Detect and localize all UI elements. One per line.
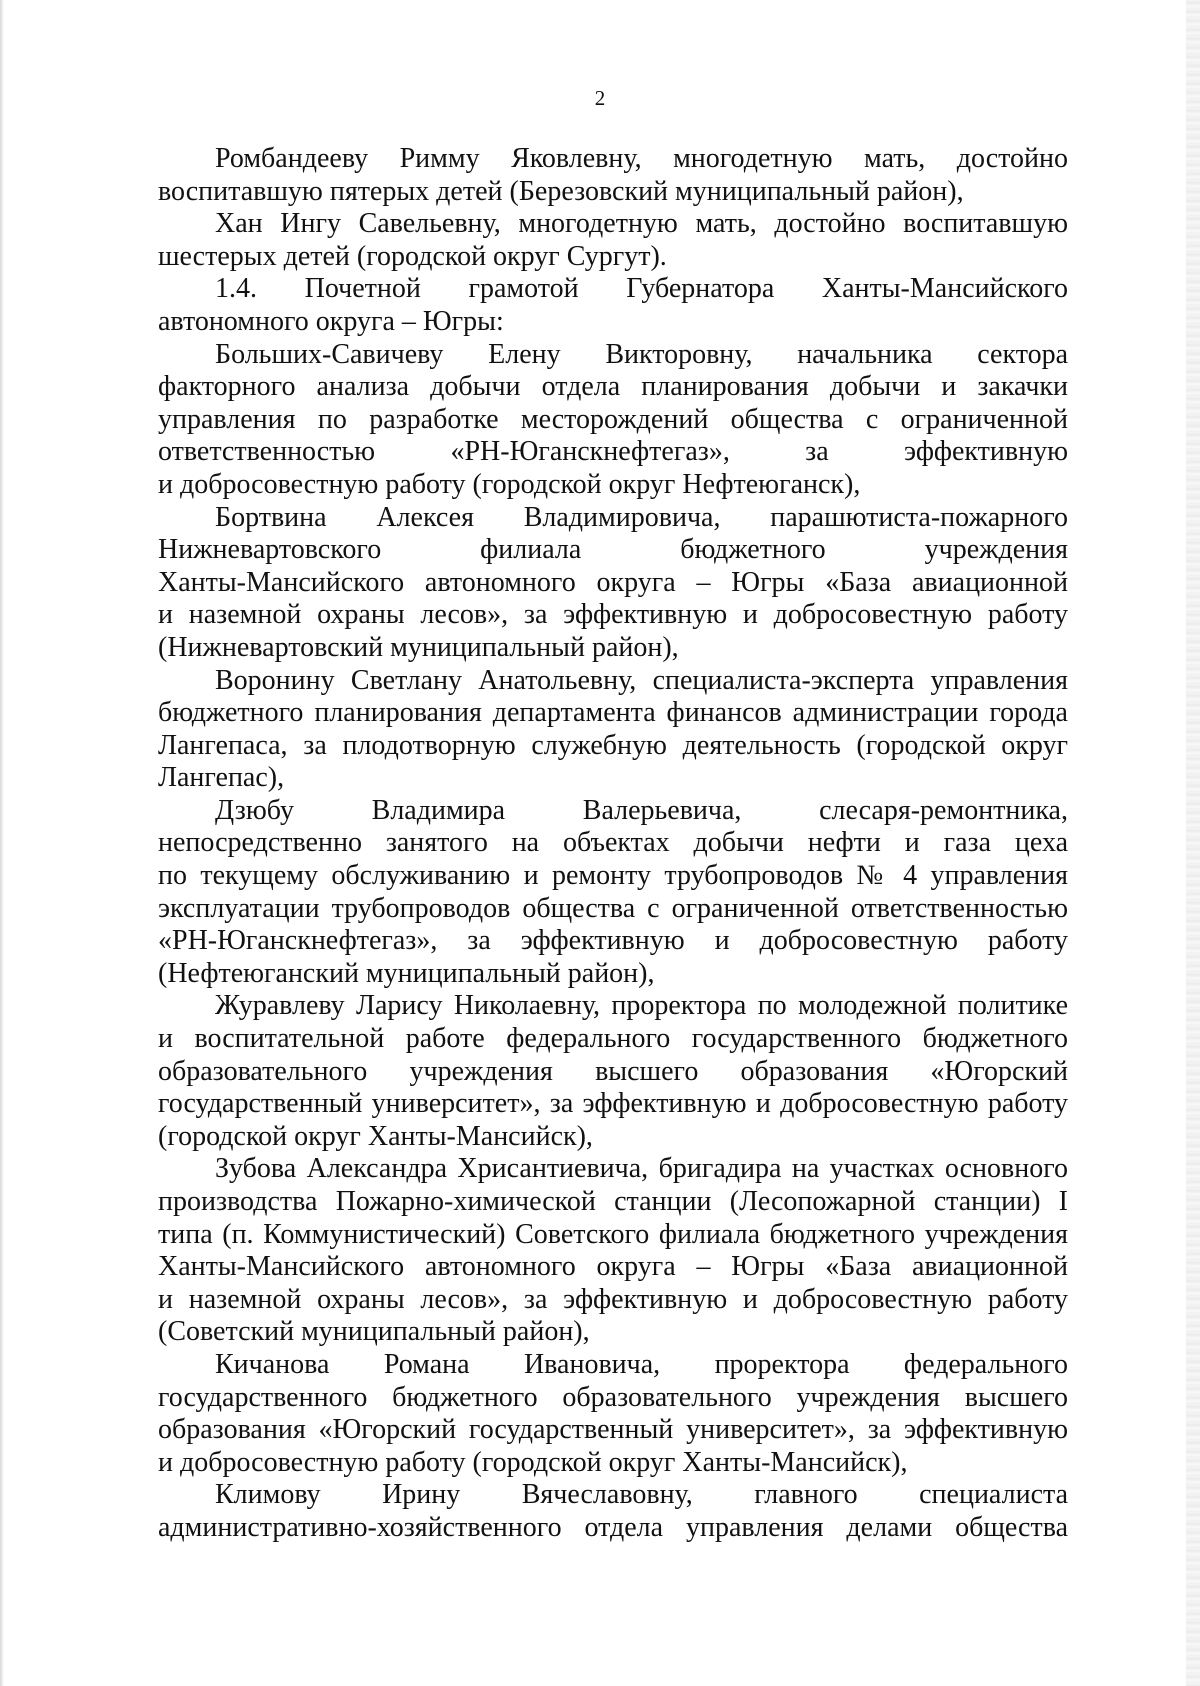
text-line: Лангепас), <box>158 762 285 794</box>
page-number: 2 <box>594 86 606 110</box>
text-line: шестерых детей (городской округ Сургут). <box>158 240 667 272</box>
text-line: образовательного учреждения высшего образования «Югорский <box>158 1055 1068 1087</box>
text-line: и наземной охраны лесов», за эффективную и добросовестную работу <box>158 1283 1068 1315</box>
text-line: Воронину Светлану Анатольевну, специалиста-эксперта управления <box>215 664 1068 696</box>
text-line: Журавлеву Ларису Николаевну, проректора по молодежной политике <box>215 990 1068 1022</box>
text-line: Ханты-Мансийского автономного округа – Югры «База авиационной <box>158 566 1068 598</box>
document-body <box>158 143 1068 1545</box>
text-line: воспитавшую пятерых детей (Березовский муниципальный район), <box>158 175 964 207</box>
text-line: (Нижневартовский муниципальный район), <box>158 631 679 663</box>
text-line: административно-хозяйственного отдела управления делами общества <box>158 1511 1068 1543</box>
scan-edge-left <box>0 0 4 1686</box>
text-line: управления по разработке месторождений общества с ограниченной <box>158 403 1068 435</box>
text-line: факторного анализа добычи отдела планирования добычи и закачки <box>158 371 1068 403</box>
text-line: Лангепаса, за плодотворную служебную деятельность (городской округ <box>158 729 1068 761</box>
text-line: Больших-Савичеву Елену Викторовну, начальника сектора <box>215 338 1068 370</box>
text-line: ответственностью «РН-Юганскнефтегаз», за эффективную <box>158 436 1068 468</box>
text-line: «РН-Юганскнефтегаз», за эффективную и добросовестную работу <box>158 925 1068 957</box>
text-line: Дзюбу Владимира Валерьевича, слесаря-ремонтника, <box>215 794 1068 826</box>
text-line: (Советский муниципальный район), <box>158 1316 590 1348</box>
text-line: Зубова Александра Хрисантиевича, бригадира на участках основного <box>215 1153 1068 1185</box>
text-line: и добросовестную работу (городской округ Нефтеюганск), <box>158 468 861 500</box>
text-line: Ханты-Мансийского автономного округа – Югры «База авиационной <box>158 1251 1068 1283</box>
text-line: (городской округ Ханты-Мансийск), <box>158 1120 593 1152</box>
scan-edge-right <box>1186 0 1200 1686</box>
text-line: Ромбандееву Римму Яковлевну, многодетную мать, достойно <box>215 143 1068 174</box>
text-line: Нижневартовского филиала бюджетного учреждения <box>158 534 1068 566</box>
text-line: непосредственно занятого на объектах добычи нефти и газа цеха <box>158 827 1068 859</box>
text-line: типа (п. Коммунистический) Советского филиала бюджетного учреждения <box>158 1218 1068 1250</box>
text-line: бюджетного планирования департамента финансов администрации города <box>158 697 1068 729</box>
text-line: по текущему обслуживанию и ремонту трубопроводов № 4 управления <box>158 860 1068 892</box>
text-line: (Нефтеюганский муниципальный район), <box>158 957 655 989</box>
text-line: государственный университет», за эффективную и добросовестную работу <box>158 1088 1068 1120</box>
text-line: и воспитательной работе федерального государственного бюджетного <box>158 1023 1068 1055</box>
text-line: 1.4. Почетной грамотой Губернатора Ханты-Мансийского <box>215 273 1068 305</box>
text-line: и наземной охраны лесов», за эффективную и добросовестную работу <box>158 599 1068 631</box>
text-line: образования «Югорский государственный университет», за эффективную <box>158 1414 1068 1446</box>
text-line: государственного бюджетного образовательного учреждения высшего <box>158 1381 1068 1413</box>
text-line: и добросовестную работу (городской округ Ханты-Мансийск), <box>158 1446 908 1478</box>
text-line: Кичанова Романа Ивановича, проректора федерального <box>215 1348 1068 1380</box>
text-line: автономного округа – Югры: <box>158 305 504 337</box>
text-line: Климову Ирину Вячеславовну, главного специалиста <box>215 1479 1068 1511</box>
text-line: эксплуатации трубопроводов общества с ограниченной ответственностью <box>158 892 1068 924</box>
text-line: Бортвина Алексея Владимировича, парашютиста-пожарного <box>215 501 1068 533</box>
text-line: производства Пожарно-химической станции (Лесопожарной станции) I <box>158 1186 1068 1217</box>
text-line: Хан Ингу Савельевну, многодетную мать, достойно воспитавшую <box>215 208 1068 240</box>
